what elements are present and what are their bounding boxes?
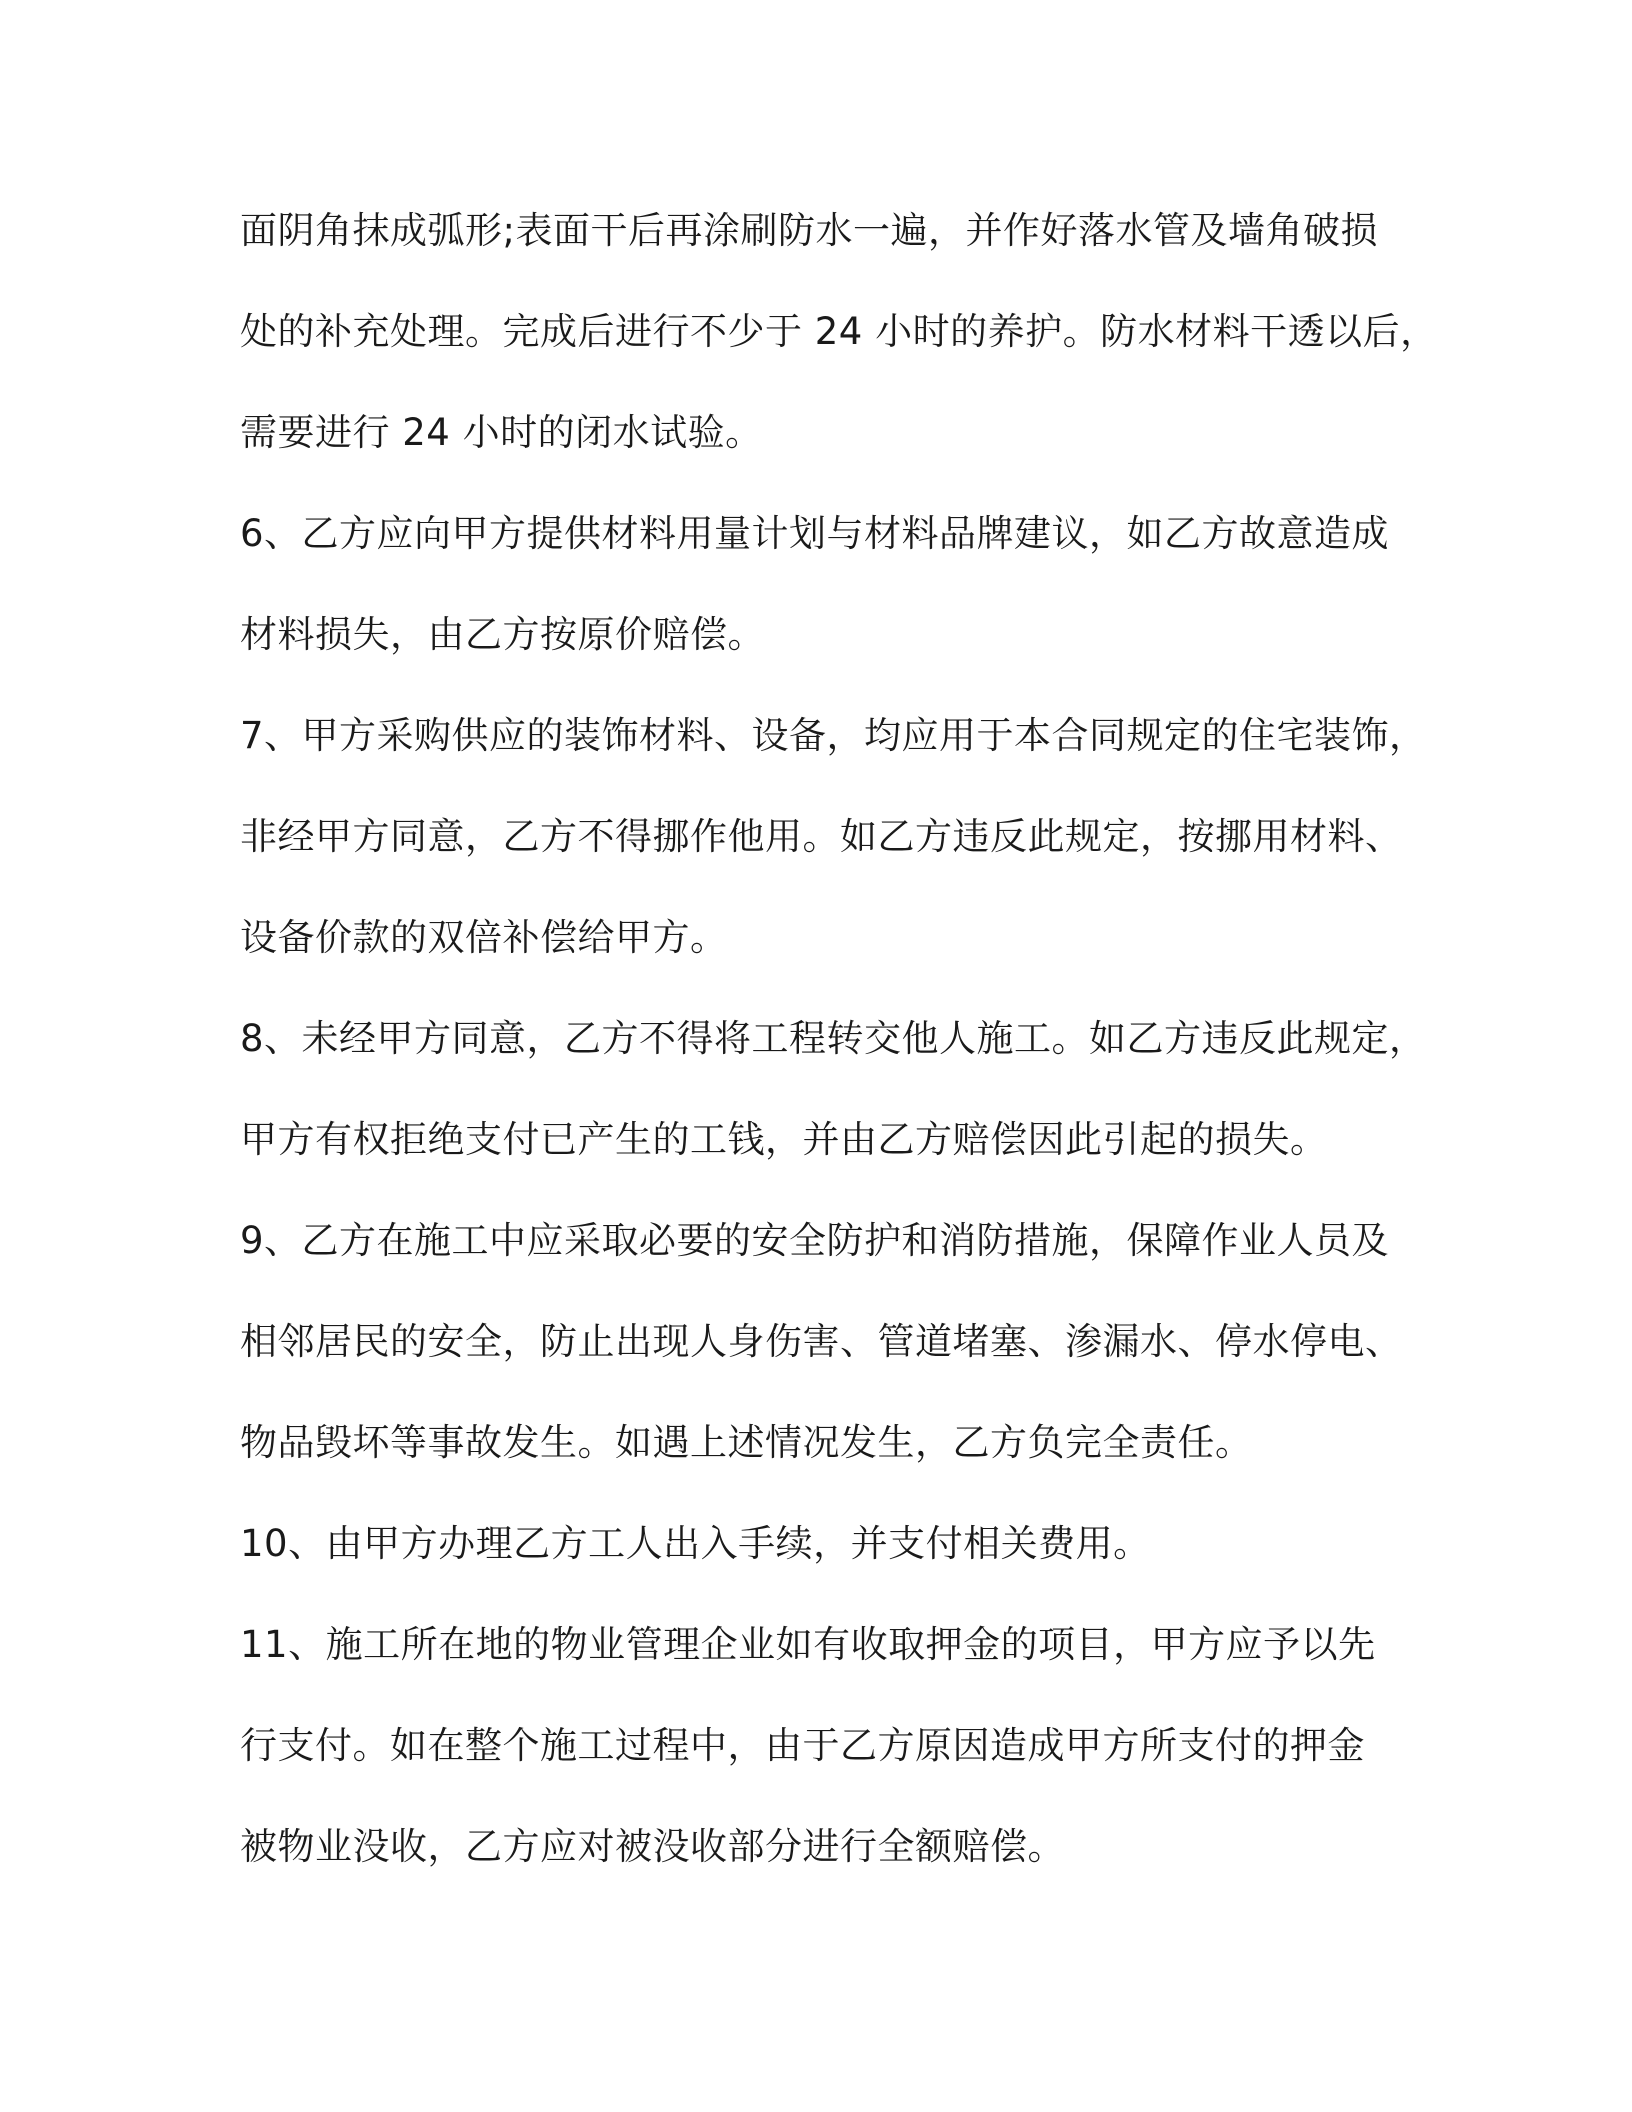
text-line: 非经甲方同意，乙方不得挪作他用。如乙方违反此规定，按挪用材料、	[240, 815, 1403, 858]
text-line: 需要进行 24 小时的闭水试验。	[240, 411, 763, 454]
text-line: 被物业没收，乙方应对被没收部分进行全额赔偿。	[240, 1825, 1065, 1868]
clause-9-line: 9、乙方在施工中应采取必要的安全防护和消防措施，保障作业人员及	[240, 1219, 1390, 1262]
text-line: 设备价款的双倍补偿给甲方。	[240, 916, 728, 959]
text-line: 行支付。如在整个施工过程中，由于乙方原因造成甲方所支付的押金	[240, 1724, 1365, 1767]
clause-8-line: 8、未经甲方同意，乙方不得将工程转交他人施工。如乙方违反此规定，	[240, 1017, 1427, 1060]
text-line: 甲方有权拒绝支付已产生的工钱，并由乙方赔偿因此引起的损失。	[240, 1118, 1328, 1161]
clause-10-line: 10、由甲方办理乙方工人出入手续，并支付相关费用。	[240, 1522, 1151, 1565]
text-line: 面阴角抹成弧形;表面干后再涂刷防水一遍，并作好落水管及墙角破损	[240, 209, 1378, 252]
text-line: 材料损失，由乙方按原价赔偿。	[240, 613, 765, 656]
text-line: 相邻居民的安全，防止出现人身伤害、管道堵塞、渗漏水、停水停电、	[240, 1320, 1403, 1363]
clause-6-line: 6、乙方应向甲方提供材料用量计划与材料品牌建议，如乙方故意造成	[240, 512, 1390, 555]
text-line: 处的补充处理。完成后进行不少于 24 小时的养护。防水材料干透以后，	[240, 310, 1438, 353]
clause-7-line: 7、甲方采购供应的装饰材料、设备，均应用于本合同规定的住宅装饰，	[240, 714, 1427, 757]
text-line: 物品毁坏等事故发生。如遇上述情况发生，乙方负完全责任。	[240, 1421, 1253, 1464]
clause-11-line: 11、施工所在地的物业管理企业如有收取押金的项目，甲方应予以先	[240, 1623, 1376, 1666]
contract-text-block	[240, 180, 1438, 1897]
